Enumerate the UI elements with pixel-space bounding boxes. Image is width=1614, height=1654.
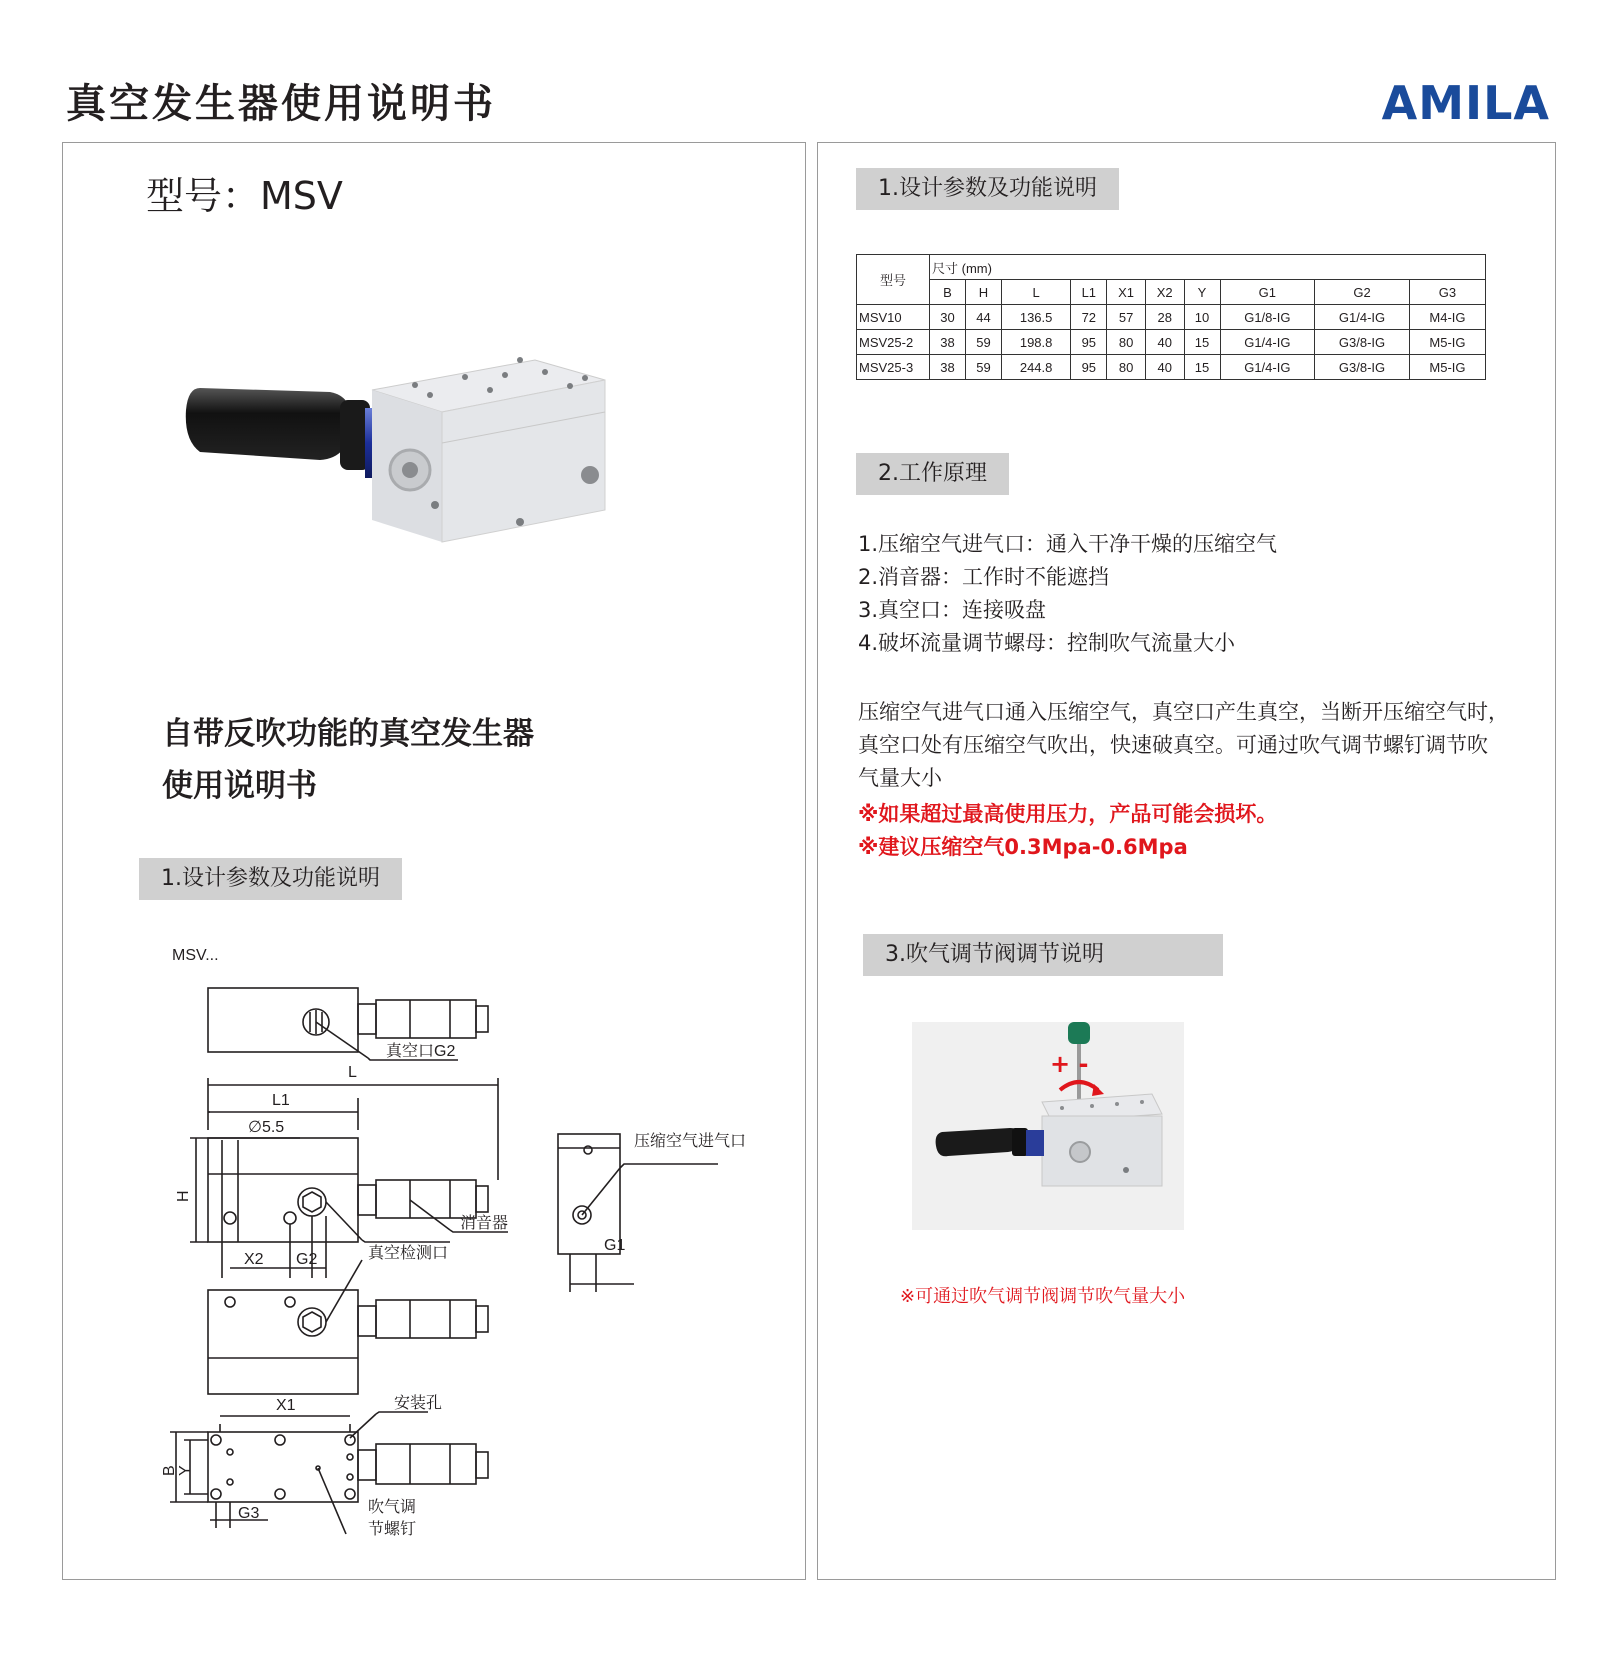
subtitle-line-1: 自带反吹功能的真空发生器 <box>162 716 534 752</box>
table-cell: 72 <box>1071 305 1107 330</box>
table-cell: M5-IG <box>1409 330 1485 355</box>
table-cell: MSV25-3 <box>857 355 930 380</box>
dim-Y-label: Y <box>177 1465 194 1476</box>
table-col-header: G3 <box>1409 280 1485 305</box>
blow-screw-label-1: 吹气调 <box>368 1499 417 1516</box>
table-cell: 95 <box>1071 330 1107 355</box>
table-col-header: G1 <box>1220 280 1315 305</box>
table-cell: 40 <box>1145 330 1184 355</box>
table-row <box>857 355 1486 380</box>
table-cell: 59 <box>965 330 1001 355</box>
principle-item: 4.破坏流量调节螺母：控制吹气流量大小 <box>858 631 1236 655</box>
principle-item: 3.真空口：连接吸盘 <box>858 598 1047 622</box>
description-line: 压缩空气进气口通入压缩空气，真空口产生真空，当断开压缩空气时， <box>858 700 1509 724</box>
table-col-header: G2 <box>1315 280 1410 305</box>
right-section-design: 1.设计参数及功能说明 <box>856 168 1119 210</box>
spec-table <box>856 254 1486 380</box>
table-cell: G1/8-IG <box>1220 305 1315 330</box>
muffler-label: 消音器 <box>460 1215 509 1232</box>
table-cell: G1/4-IG <box>1315 305 1410 330</box>
table-cell: G1/4-IG <box>1220 355 1315 380</box>
description-line: 气量大小 <box>858 766 942 790</box>
table-cell: G3/8-IG <box>1315 330 1410 355</box>
vacuum-port-label: 真空口G2 <box>386 1043 456 1060</box>
table-col-header: X2 <box>1145 280 1184 305</box>
table-cell: 57 <box>1107 305 1146 330</box>
table-cell: 244.8 <box>1001 355 1070 380</box>
dim-X2-label: X2 <box>244 1251 264 1268</box>
model-label: 型号：MSV <box>146 174 343 218</box>
dim-H-label: H <box>175 1190 192 1202</box>
table-cell: 15 <box>1184 355 1220 380</box>
adjust-note: ※可通过吹气调节阀调节吹气量大小 <box>900 1286 1186 1307</box>
table-cell: MSV25-2 <box>857 330 930 355</box>
product-photo <box>90 300 750 680</box>
table-cell: 136.5 <box>1001 305 1070 330</box>
table-cell: G1/4-IG <box>1220 330 1315 355</box>
dim-X1-label: X1 <box>276 1397 296 1414</box>
table-row <box>857 305 1486 330</box>
blow-screw-label-2: 节螺钉 <box>368 1521 417 1538</box>
table-cell: 15 <box>1184 330 1220 355</box>
table-row <box>857 330 1486 355</box>
principle-list <box>858 528 1518 660</box>
vacuum-detect-label: 真空检测口 <box>368 1245 449 1262</box>
table-cell: MSV10 <box>857 305 930 330</box>
table-header-model: 型号 <box>857 255 930 305</box>
document-title: 真空发生器使用说明书 <box>66 81 496 127</box>
principle-item: 2.消音器：工作时不能遮挡 <box>858 565 1110 589</box>
adjustment-photo <box>912 1022 1184 1230</box>
table-cell: 28 <box>1145 305 1184 330</box>
table-col-header: L1 <box>1071 280 1107 305</box>
table-cell: 44 <box>965 305 1001 330</box>
dim-G2-label: G2 <box>296 1251 318 1268</box>
principle-description <box>858 696 1538 795</box>
table-cell: 59 <box>965 355 1001 380</box>
subtitle-line-2: 使用说明书 <box>162 768 317 804</box>
table-cell: G3/8-IG <box>1315 355 1410 380</box>
table-col-header: X1 <box>1107 280 1146 305</box>
dim-G3-label: G3 <box>238 1505 260 1522</box>
table-header-dimensions: 尺寸 (mm) <box>930 255 1486 280</box>
table-cell: 38 <box>930 355 966 380</box>
adjust-signs: + - <box>1050 1050 1089 1078</box>
mount-hole-label: 安装孔 <box>394 1395 443 1412</box>
principle-item: 1.压缩空气进气口：通入干净干燥的压缩空气 <box>858 532 1278 556</box>
table-cell: 80 <box>1107 330 1146 355</box>
brand-logo: AMILA <box>1381 76 1550 130</box>
description-line: 真空口处有压缩空气吹出，快速破真空。可通过吹气调节螺钉调节吹 <box>858 733 1488 757</box>
dim-diameter-label: ∅5.5 <box>248 1119 285 1136</box>
table-cell: 40 <box>1145 355 1184 380</box>
table-cell: 38 <box>930 330 966 355</box>
table-cell: M4-IG <box>1409 305 1485 330</box>
dim-L-label: L <box>348 1064 357 1081</box>
product-subtitle <box>162 708 534 812</box>
table-cell: 95 <box>1071 355 1107 380</box>
left-section-design: 1.设计参数及功能说明 <box>139 858 402 900</box>
warning-list <box>858 798 1518 864</box>
right-section-adjust: 3.吹气调节阀调节说明 <box>863 934 1223 976</box>
table-cell: 10 <box>1184 305 1220 330</box>
warning-recommended-pressure: ※建议压缩空气0.3Mpa-0.6Mpa <box>858 835 1188 859</box>
right-section-principle: 2.工作原理 <box>856 453 1009 495</box>
table-cell: 30 <box>930 305 966 330</box>
drawing-series-label: MSV... <box>172 947 219 964</box>
table-cell: M5-IG <box>1409 355 1485 380</box>
table-cell: 198.8 <box>1001 330 1070 355</box>
dim-B-label: B <box>161 1465 178 1476</box>
table-col-header: H <box>965 280 1001 305</box>
table-col-header: Y <box>1184 280 1220 305</box>
warning-pressure: ※如果超过最高使用压力，产品可能会损坏。 <box>858 802 1278 826</box>
dim-L1-label: L1 <box>272 1092 290 1109</box>
table-col-header: L <box>1001 280 1070 305</box>
dim-G1-label: G1 <box>604 1237 626 1254</box>
air-inlet-label: 压缩空气进气口 <box>634 1133 747 1150</box>
dimension-drawing <box>150 930 790 1550</box>
table-cell: 80 <box>1107 355 1146 380</box>
table-col-header: B <box>930 280 966 305</box>
